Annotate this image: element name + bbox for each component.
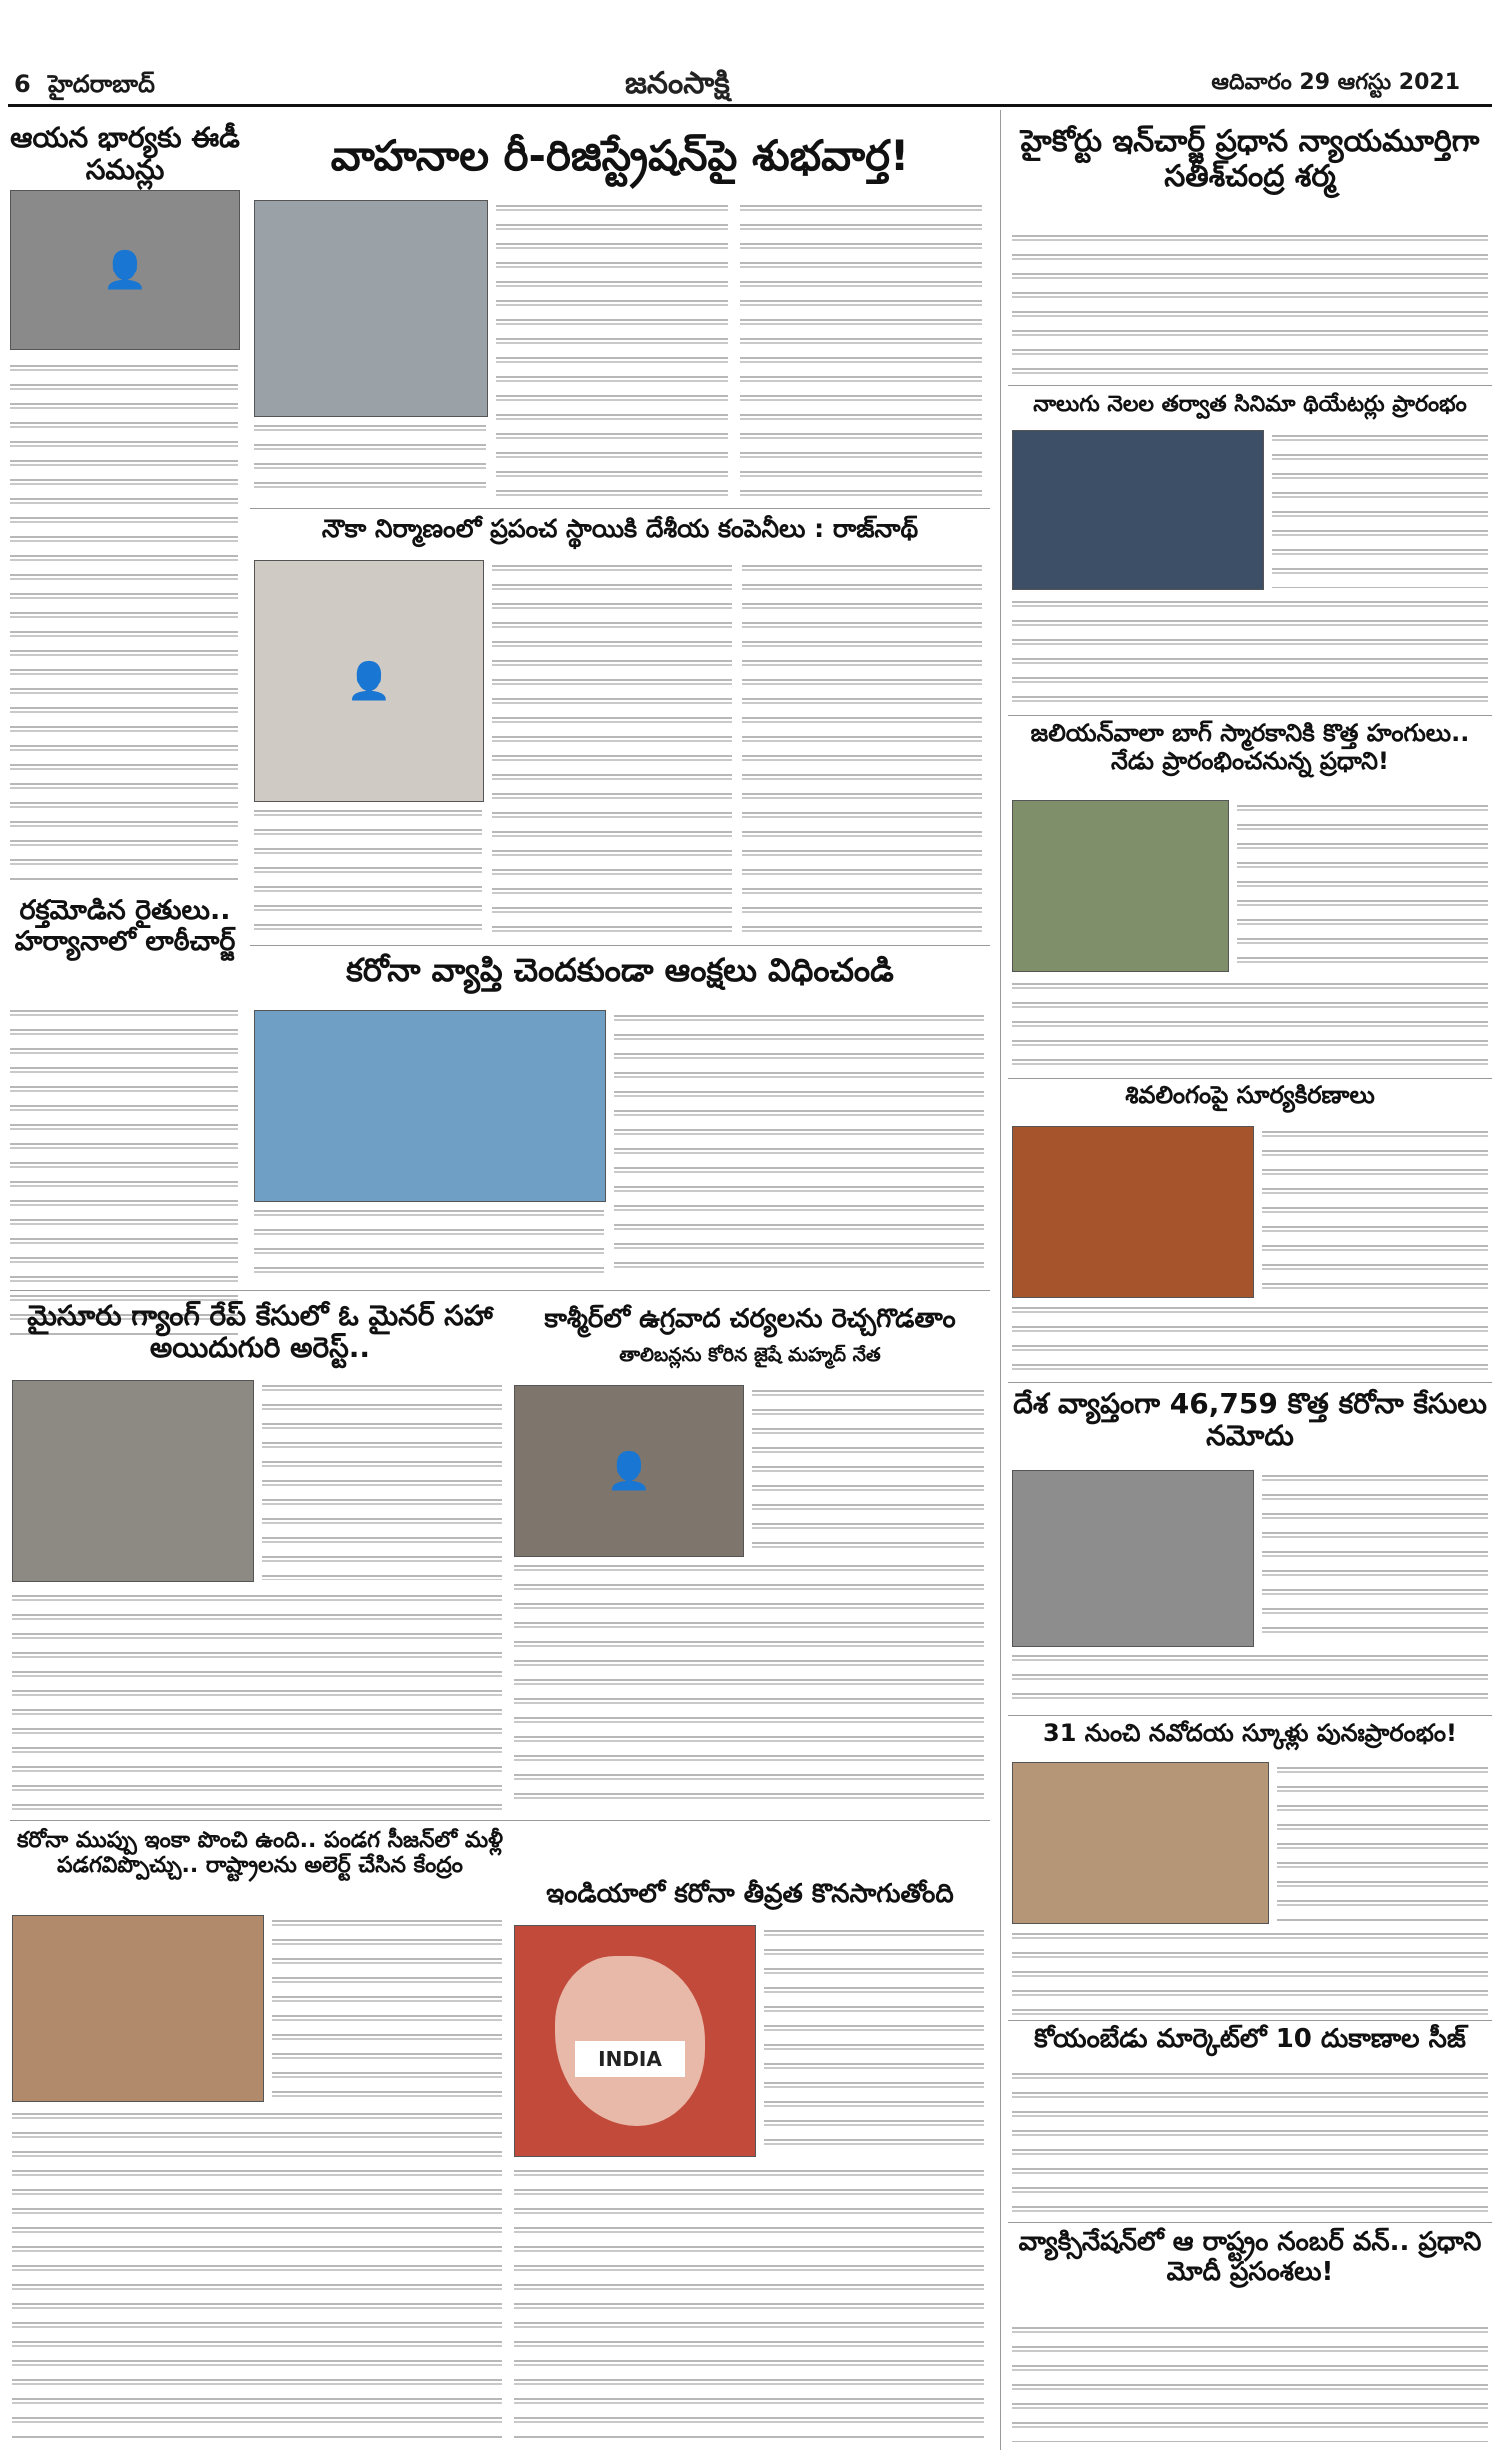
divider (10, 1820, 990, 1821)
article-vehicle-col1 (496, 200, 728, 500)
photo-masood-azhar (514, 1385, 744, 1557)
caption-ppe-workers (254, 1205, 604, 1280)
headline-navodaya: 31 నుంచి నవోదయ స్కూళ్లు పునఃప్రారంభం! (1043, 1719, 1457, 1747)
article-kashmir-col1 (752, 1385, 984, 1555)
article-jallianwala-col1 (1237, 800, 1488, 970)
photo-ppe-workers (254, 1010, 606, 1202)
article-coimbatore-body (1012, 2068, 1488, 2218)
photo-theatre (1012, 430, 1264, 590)
portrait-icon: 👤 (606, 1451, 652, 1492)
article-rajnath-col1 (492, 560, 732, 935)
photo-abhishek-banerjee (10, 190, 240, 350)
article-corona-festival-body (12, 2108, 502, 2438)
subheadline-kashmir: తాలిబన్లను కోరిన జైషే మహ్మద్ నేత (619, 1344, 881, 1366)
article-vaccination-body (1012, 2322, 1488, 2442)
headline-mysuru: మైసూరు గ్యాంగ్ రేప్ కేసులో ఓ మైనర్ సహా అయిదుగురి అరెస్ట్.. (27, 1299, 493, 1365)
headline-vehicle-reregistration: వాహనాల రీ-రిజిస్ట్రేషన్‌పై శుభవార్త! (330, 131, 910, 180)
newspaper-logo: జనంసాక్షి (625, 66, 730, 101)
divider (1008, 1715, 1492, 1716)
portrait-icon: 👤 (346, 661, 392, 702)
article-rajnath-col2 (742, 560, 982, 935)
photo-traffic-jam (254, 200, 488, 417)
issue-date: ఆదివారం 29 ఆగస్టు 2021 (1211, 70, 1460, 95)
article-navodaya-col1 (1277, 1762, 1488, 1922)
article-covid-cases-col1 (1262, 1470, 1488, 1645)
divider (10, 1290, 990, 1291)
headline-jallianwala: జలియన్‌వాలా బాగ్ స్మారకానికి కొత్త హంగులు.. నేడు ప్రారంభించనున్న ప్రధాని! (1030, 719, 1470, 775)
article-theatres-col1 (1272, 430, 1488, 588)
photo-classroom (1012, 1762, 1269, 1924)
divider (1008, 2222, 1492, 2223)
article-covid-cases-body (1012, 1650, 1488, 1710)
india-map-label: INDIA (575, 2041, 685, 2077)
divider (1008, 1382, 1492, 1383)
article-shivalingam-col1 (1262, 1126, 1488, 1296)
divider (1008, 385, 1492, 386)
article-vehicle-col2 (740, 200, 982, 500)
headline-coimbatore: కోయంబేడు మార్కెట్‌లో 10 దుకాణాల సీజ్ (1034, 2024, 1466, 2054)
article-mysuru-body (12, 1590, 502, 1820)
headline-ed-summons: ఆయన భార్యకు ఈడీ సమన్లు (10, 121, 240, 187)
article-navodaya-body (1012, 1928, 1488, 2016)
divider (1008, 715, 1492, 716)
portrait-icon: 👤 (102, 250, 148, 291)
masthead-rule (8, 104, 1492, 107)
headline-shivalingam: శివలింగంపై సూర్యకిరణాలు (1125, 1081, 1375, 1109)
headline-kashmir: కాశ్మీర్‌లో ఉగ్రవాద చర్యలను రెచ్చగొడతాం (544, 1304, 956, 1334)
article-farmers-body (10, 1005, 238, 1335)
photo-rajnath-singh (254, 560, 484, 802)
headline-farmers: రక్తమోడిన రైతులు.. హర్యానాలో లాఠీచార్జ్ (14, 895, 236, 958)
headline-theatres: నాలుగు నెలల తర్వాత సినిమా థియేటర్లు ప్రారంభం (1033, 392, 1467, 417)
photo-virus (1012, 1470, 1254, 1647)
article-jallianwala-body (1012, 978, 1488, 1073)
page-section-city: హైదరాబాద్ (48, 70, 155, 98)
headline-vaccination: వ్యాక్సినేషన్‌లో ఆ రాష్ట్రం నంబర్ వన్.. ప్రధాని మోదీ ప్రసంశలు! (1018, 2227, 1482, 2287)
caption-rajnath (254, 805, 482, 935)
article-theatres-body (1012, 596, 1488, 711)
article-india-corona-body (514, 2165, 984, 2440)
headline-corona-festival: కరోనా ముప్పు ఇంకా పొంచి ఉంది.. పండగ సీజన్‌లో మళ్లీ పడగవిప్పొచ్చు.. రాష్ట్రాలను అలెర్ట్ చేసిన కేంద్రం (17, 1828, 503, 1879)
divider (250, 945, 990, 946)
headline-india-corona: ఇండియాలో కరోనా తీవ్రత కొనసాగుతోంది (546, 1879, 954, 1909)
headline-corona-restrictions: కరోనా వ్యాప్తి చెందకుండా ఆంక్షలు విధించండి (346, 951, 894, 989)
column-divider (1000, 110, 1001, 2450)
article-mysuru-col1 (262, 1380, 502, 1580)
headline-high-court: హైకోర్టు ఇన్‌చార్జ్ ప్రధాన న్యాయమూర్తిగా సతీశ్‌చంద్ర శర్మ (1020, 124, 1480, 194)
photo-shivalingam (1012, 1126, 1254, 1298)
article-corona-restrictions-body (614, 1010, 984, 1280)
headline-covid-cases: దేశ వ్యాప్తంగా 46,759 కొత్త కరోనా కేసులు నమోదు (1013, 1387, 1487, 1453)
photo-mysuru-police (12, 1380, 254, 1582)
divider (1008, 1078, 1492, 1079)
article-kashmir-body (514, 1560, 984, 1810)
article-high-court-body (1012, 230, 1488, 380)
article-india-corona-col1 (764, 1925, 984, 2155)
divider (1008, 2020, 1492, 2021)
photo-jallianwala (1012, 800, 1229, 972)
article-shivalingam-body (1012, 1302, 1488, 1377)
divider (250, 508, 990, 509)
article-ed-summons-body (10, 360, 238, 880)
photo-crowd (12, 1915, 264, 2102)
headline-rajnath: నౌకా నిర్మాణంలో ప్రపంచ స్థాయికి దేశీయ కంపెనీలు : రాజ్‌నాథ్ (321, 514, 919, 543)
photo-india-map (514, 1925, 756, 2157)
page-number: 6 (14, 70, 31, 98)
caption-traffic-jam (254, 420, 486, 490)
article-corona-festival-col1 (272, 1915, 502, 2100)
